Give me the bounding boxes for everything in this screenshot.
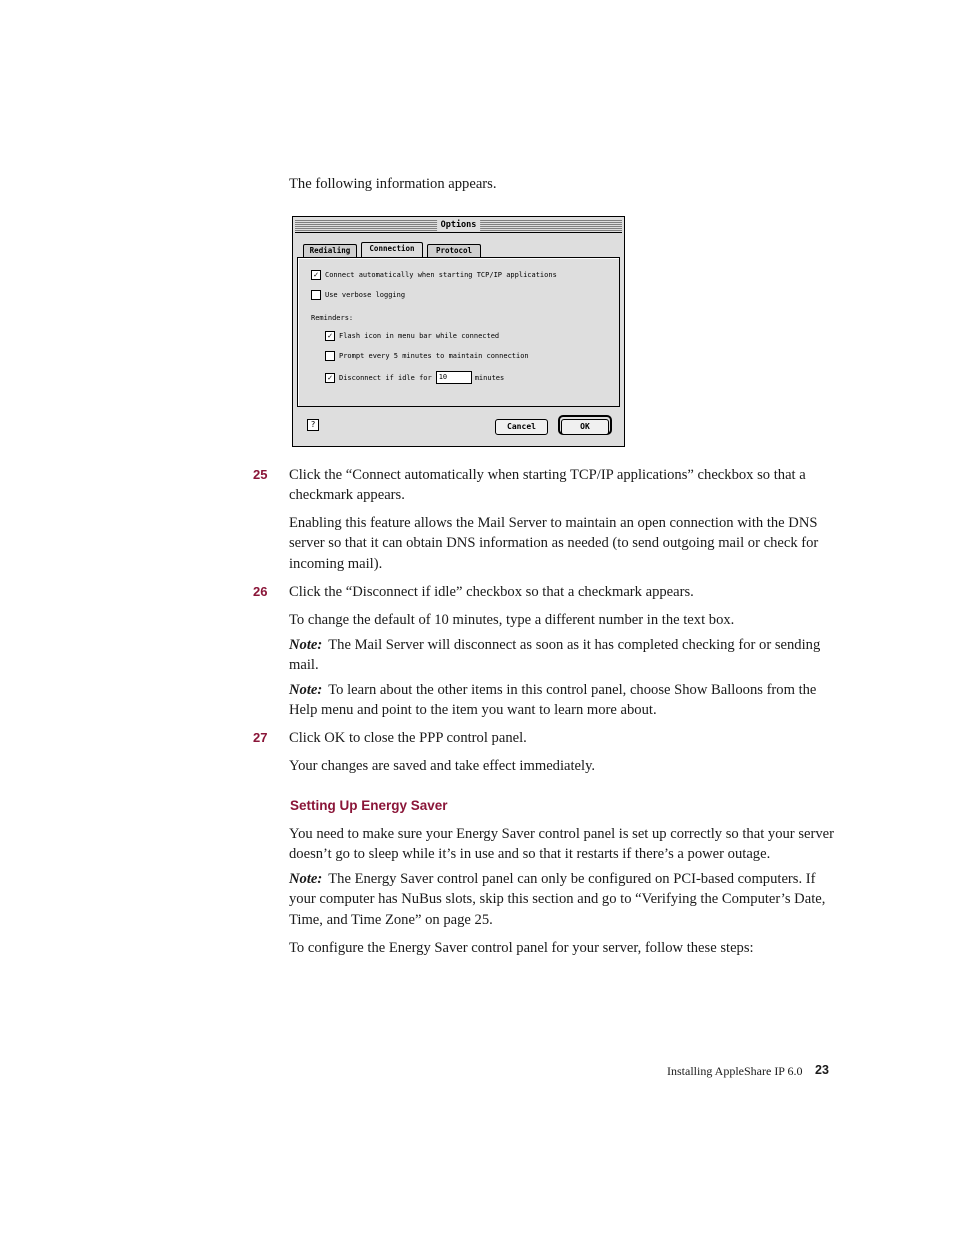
- dialog-titlebar[interactable]: [295, 219, 622, 233]
- note-label: Note:: [289, 682, 323, 698]
- help-balloon-icon[interactable]: ?: [307, 419, 319, 431]
- step-text: Click the “Disconnect if idle” checkbox so that a checkmark appears.: [289, 584, 694, 600]
- section-paragraph: You need to make sure your Energy Saver control panel is set up correctly so that your server doesn’t go to sleep while it’s in use and so that it restarts if there’s a power outage.: [289, 826, 834, 863]
- intro-text: The following information appears.: [289, 176, 497, 192]
- options-dialog: [292, 216, 625, 447]
- connect-auto-option[interactable]: [311, 270, 557, 280]
- verbose-option[interactable]: [311, 290, 405, 300]
- idle-minutes-unit: minutes: [474, 373, 505, 382]
- step-detail: Your changes are saved and take effect immediately.: [289, 758, 596, 774]
- prompt-every-label: Prompt every 5 minutes to maintain connection: [339, 352, 529, 360]
- disconnect-idle-checkbox[interactable]: ✓: [325, 373, 335, 383]
- step-text: Click the “Connect automatically when starting TCP/IP applications” checkbox so that a checkmark appears.: [289, 467, 806, 504]
- note-text: To learn about the other items in this control panel, choose Show Balloons from the Help menu and point to the item you want to learn more about.: [289, 682, 817, 719]
- flash-icon-label: Flash icon in menu bar while connected: [339, 332, 500, 340]
- cancel-button[interactable]: Cancel: [495, 419, 548, 435]
- section-heading: Setting Up Energy Saver: [290, 798, 448, 813]
- connect-auto-label: Connect automatically when starting TCP/IP applications: [325, 271, 557, 279]
- tab-connection[interactable]: Connection: [361, 242, 423, 258]
- note-paragraph: [289, 680, 834, 721]
- step-detail: To change the default of 10 minutes, type a different number in the text box.: [289, 612, 735, 628]
- step-text: Click OK to close the PPP control panel.: [289, 730, 527, 746]
- step-number: 26: [253, 584, 268, 599]
- note-text: The Energy Saver control panel can only be configured on PCI-based computers. If your computer has NuBus slots, skip this section and go to “Verifying the Computer’s Date, Time, and Time Zone” on page 25.: [289, 871, 826, 928]
- flash-icon-checkbox[interactable]: ✓: [325, 331, 335, 341]
- dialog-title: Options: [437, 219, 481, 232]
- tab-protocol[interactable]: Protocol: [427, 244, 481, 257]
- footer-title: Installing AppleShare IP 6.0: [667, 1064, 803, 1078]
- flash-icon-option[interactable]: [325, 331, 499, 341]
- disconnect-idle-label: Disconnect if idle for: [339, 373, 432, 382]
- idle-minutes-input[interactable]: 10: [436, 371, 472, 384]
- step-number: 25: [253, 467, 268, 482]
- verbose-checkbox[interactable]: [311, 290, 321, 300]
- disconnect-idle-option[interactable]: [325, 371, 504, 384]
- verbose-label: Use verbose logging: [325, 291, 406, 299]
- note-text: The Mail Server will disconnect as soon as it has completed checking for or sending mail.: [289, 637, 821, 674]
- note-label: Note:: [289, 637, 323, 653]
- note-label: Note:: [289, 871, 323, 887]
- note-paragraph: [289, 869, 834, 930]
- note-paragraph: [289, 635, 834, 676]
- step-detail: Enabling this feature allows the Mail Server to maintain an open connection with the DNS server so that it can obtain DNS information as needed (to send outgoing mail or check for incoming mail).: [289, 515, 819, 572]
- connect-auto-checkbox[interactable]: ✓: [311, 270, 321, 280]
- step-number: 27: [253, 730, 268, 745]
- tab-redialing[interactable]: Redialing: [303, 244, 357, 257]
- page-number: 23: [815, 1063, 829, 1077]
- reminders-label: Reminders:: [311, 314, 354, 322]
- ok-button[interactable]: OK: [561, 419, 609, 435]
- connection-panel: [297, 257, 620, 407]
- prompt-every-checkbox[interactable]: [325, 351, 335, 361]
- section-paragraph: To configure the Energy Saver control panel for your server, follow these steps:: [289, 940, 754, 956]
- prompt-every-option[interactable]: [325, 351, 529, 361]
